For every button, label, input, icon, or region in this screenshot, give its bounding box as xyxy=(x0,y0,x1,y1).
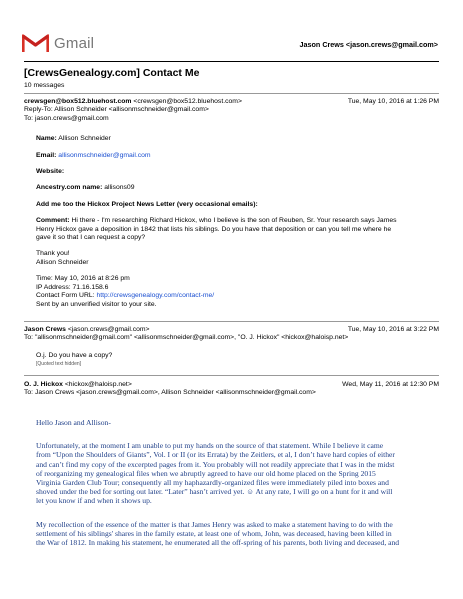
thread-subject: [CrewsGenealogy.com] Contact Me xyxy=(24,67,200,79)
message-2 xyxy=(24,326,439,369)
message-date: Tue, May 10, 2016 at 3:22 PM xyxy=(347,326,439,333)
gmail-m-icon xyxy=(22,33,49,53)
form-url-link[interactable]: http://crewsgenealogy.com/contact-me/ xyxy=(96,292,215,300)
message-divider xyxy=(24,321,439,322)
to-line: To: jason.crews@gmail.com xyxy=(24,114,109,122)
message-date: Wed, May 11, 2016 at 12:30 PM xyxy=(342,381,439,388)
sent-by-line: Sent by an unverified visitor to your site. xyxy=(36,300,157,308)
subject-divider xyxy=(24,93,439,94)
form-url-line: Contact Form URL: http://crewsgenealogy.com/contact-me/ xyxy=(36,292,215,300)
message-1-header xyxy=(24,98,439,106)
to-line: To: "allisonmschneider@gmail.com" <allisonmschneider@gmail.com>, "O. J. Hickox" <hickox@haloisp.net> xyxy=(24,334,349,342)
message-body: O.j. Do you have a copy? xyxy=(36,351,113,359)
field-newsletter: Add me too the Hickox Project News Letter (very occasional emails): xyxy=(36,200,258,208)
message-count: 10 messages xyxy=(24,82,65,89)
message-3 xyxy=(24,381,439,398)
logo-text: Gmail xyxy=(54,34,95,52)
ip-line: IP Address: 71.16.158.6 xyxy=(36,283,109,291)
account-label: Jason Crews <jason.crews@gmail.com> xyxy=(299,40,438,49)
gmail-header xyxy=(0,0,463,64)
field-name: Name: Allison Schneider xyxy=(36,135,111,143)
signature-text: Allison Schneider xyxy=(36,258,89,266)
paragraph-1: Unfortunately, at the moment I am unable to put my hands on the source of that statement. While I believe it came from “Upon the Shoulders of Giants”, Vol. I or II (or its Errata) by the Zeitlers, et al, I don’t have hard copies of either and can’t find my copy of the excerpted pages from it. You probably will not readily appreciate that I was in the midst of reorganizing my genealogical files when we abruptly agreed to have our old home placed on the Spring 2015 Virginia Garden Club Tour; consequently all my haphazardly-organized files were immediately piled into boxes and shoved under the bed for sorting out later. “Later” hasn’t arrived yet. ☺ At any rate, I will go on a hunt for it and will let you know if and when it shows up. xyxy=(36,441,395,506)
message-3-body xyxy=(36,418,437,547)
gmail-logo[interactable] xyxy=(22,33,94,53)
time-line: Time: May 10, 2016 at 8:26 pm xyxy=(36,275,130,283)
field-ancestry: Ancestry.com name: allisons09 xyxy=(36,184,135,192)
sender-name[interactable]: O. J. Hickox xyxy=(24,381,63,388)
sender-email: <crewsgen@box512.bluehost.com> xyxy=(133,98,242,105)
sender-email: <hickox@haloisp.net> xyxy=(64,381,132,388)
field-email: Email: allisonmschneider@gmail.com xyxy=(36,151,151,159)
email-link[interactable]: allisonmschneider@gmail.com xyxy=(58,151,151,159)
field-comment: Comment: Hi there - I'm researching Richard Hickox, who I believe is the son of Reuben, Sr. Your research says James Henry Hickox gave a deposition in 1842 that lists his siblings. Do you have that deposition or can you tell me where he gave it so that I can request a copy? xyxy=(36,217,397,242)
message-3-header xyxy=(24,381,439,389)
sender-name[interactable]: crewsgen@box512.bluehost.com xyxy=(24,98,132,105)
sender-name[interactable]: Jason Crews xyxy=(24,326,66,333)
paragraph-2: My recollection of the essence of the matter is that James Henry was asked to make a statement having to do with the settlement of his siblings' shares in the family estate, at least one of whom, John, was deceased, having been killed in the War of 1812. In making his statement, he enumerated all the off-spring of his parents, both living and deceased, and xyxy=(36,519,400,548)
message-divider xyxy=(24,375,439,376)
message-date: Tue, May 10, 2016 at 1:26 PM xyxy=(347,98,439,105)
to-line: To: Jason Crews <jason.crews@gmail.com>, Allison Schneider <allisonmschneider@gmail.com> xyxy=(24,389,316,397)
field-website: Website: xyxy=(36,168,65,176)
reply-to-line: Reply-To: Allison Schneider <allisonmschneider@gmail.com> xyxy=(24,106,209,114)
message-1 xyxy=(24,98,439,309)
greeting: Hello Jason and Allison- xyxy=(36,418,111,427)
thanks-text: Thank you! xyxy=(36,250,70,258)
message-2-header xyxy=(24,326,439,334)
sender-email: <jason.crews@gmail.com> xyxy=(67,326,150,333)
quoted-text-toggle[interactable]: [Quoted text hidden] xyxy=(36,361,82,368)
header-divider xyxy=(24,61,439,62)
